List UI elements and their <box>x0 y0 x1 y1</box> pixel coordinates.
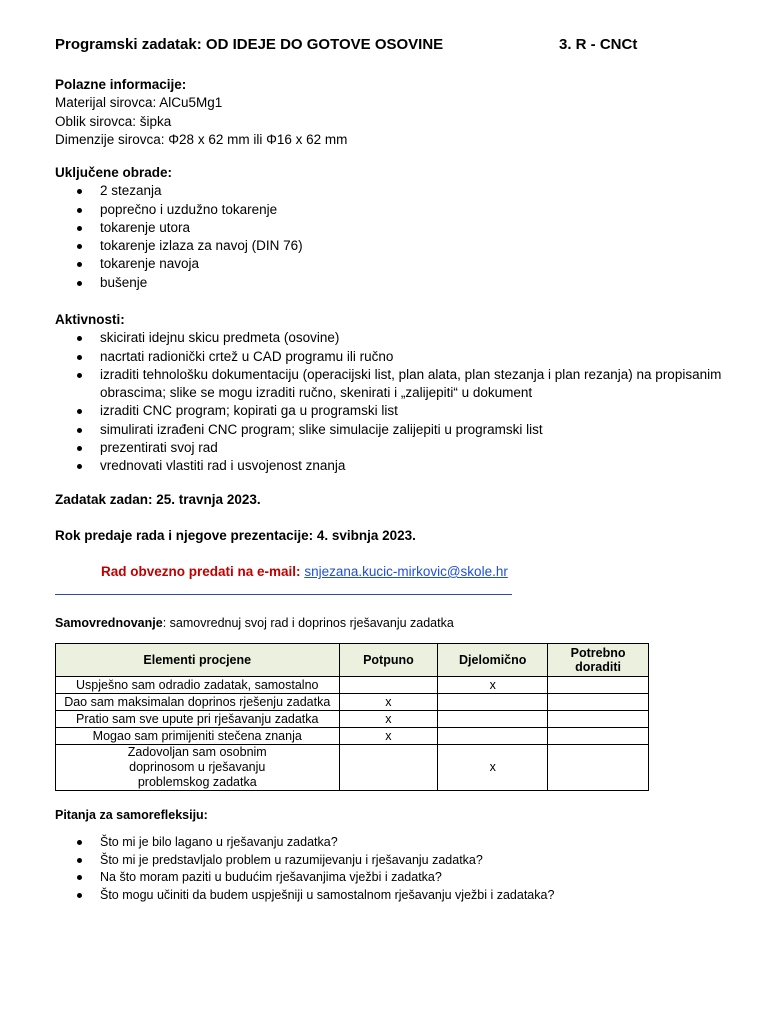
doraditi-cell <box>548 728 649 745</box>
potpuno-cell <box>339 745 438 791</box>
list-item: nacrtati radionički crtež u CAD programu ili ručno <box>55 348 730 366</box>
list-item: izraditi CNC program; kopirati ga u programski list <box>55 402 730 420</box>
doraditi-cell <box>548 711 649 728</box>
starting-info-heading: Polazne informacije: <box>55 77 187 92</box>
potpuno-cell: x <box>339 694 438 711</box>
self-evaluation-intro <box>55 616 454 630</box>
list-item: tokarenje izlaza za navoj (DIN 76) <box>55 237 303 255</box>
operations-list <box>55 182 303 292</box>
bullet-icon <box>77 262 82 267</box>
email-link[interactable]: snjezana.kucic-mirkovic@skole.hr <box>304 564 508 579</box>
djelomicno-cell <box>438 728 548 745</box>
table-row <box>56 677 649 694</box>
column-header-elements: Elementi procjene <box>56 644 340 677</box>
list-item: izraditi tehnološku dokumentaciju (operacijski list, plan alata, plan stezanja i plan rezanja) na propisanim obrascima; slike se mogu izraditi ručno, skenirati i „zalijepiti“ u dokument <box>55 366 730 403</box>
list-item: Što mogu učiniti da budem uspješniji u samostalnom rješavanju vježbi i zadataka? <box>55 887 554 905</box>
evaluation-table <box>55 643 649 791</box>
assigned-date: Zadatak zadan: 25. travnja 2023. <box>55 492 261 507</box>
self-evaluation-text: : samovrednuj svoj rad i doprinos rješavanju zadatka <box>162 616 454 630</box>
element-cell: Zadovoljan sam osobnim doprinosom u rješavanju problemskog zadatka <box>56 745 340 791</box>
table-row <box>56 711 649 728</box>
column-header-potpuno: Potpuno <box>339 644 438 677</box>
bullet-icon <box>77 373 82 378</box>
element-cell: Mogao sam primijeniti stečena znanja <box>56 728 340 745</box>
doraditi-cell <box>548 677 649 694</box>
list-item: tokarenje utora <box>55 219 303 237</box>
djelomicno-cell: x <box>438 677 548 694</box>
bullet-icon <box>77 875 82 880</box>
table-header-row <box>56 644 649 677</box>
list-item: vrednovati vlastiti rad i usvojenost znanja <box>55 457 730 475</box>
reflection-section <box>55 808 554 904</box>
doraditi-cell <box>548 745 649 791</box>
list-item: Što mi je bilo lagano u rješavanju zadatka? <box>55 834 554 852</box>
list-item: 2 stezanja <box>55 182 303 200</box>
activities-heading: Aktivnosti: <box>55 312 125 327</box>
element-cell: Uspješno sam odradio zadatak, samostalno <box>56 677 340 694</box>
column-header-djelomicno: Djelomično <box>438 644 548 677</box>
bullet-icon <box>77 840 82 845</box>
operations-heading: Uključene obrade: <box>55 165 173 180</box>
djelomicno-cell: x <box>438 745 548 791</box>
list-item: simulirati izrađeni CNC program; slike simulacije zalijepiti u programski list <box>55 421 730 439</box>
activities-section <box>55 311 730 476</box>
bullet-icon <box>77 355 82 360</box>
bullet-icon <box>77 189 82 194</box>
divider <box>55 594 512 595</box>
list-item: skicirati idejnu skicu predmeta (osovine) <box>55 329 730 347</box>
shape-line: Oblik sirovca: šipka <box>55 113 172 129</box>
email-notice-label: Rad obvezno predati na e-mail: <box>101 564 301 579</box>
list-item: tokarenje navoja <box>55 255 303 273</box>
list-item: prezentirati svoj rad <box>55 439 730 457</box>
self-evaluation-label: Samovrednovanje <box>55 616 163 630</box>
starting-info-section <box>55 76 347 149</box>
table-row <box>56 728 649 745</box>
bullet-icon <box>77 208 82 213</box>
operations-section <box>55 164 303 292</box>
dimensions-line: Dimenzije sirovca: Φ28 x 62 mm ili Φ16 x 62 mm <box>55 131 348 147</box>
reflection-list <box>55 834 554 904</box>
potpuno-cell: x <box>339 711 438 728</box>
djelomicno-cell <box>438 694 548 711</box>
bullet-icon <box>77 336 82 341</box>
column-header-doraditi: Potrebno doraditi <box>548 644 649 677</box>
bullet-icon <box>77 428 82 433</box>
list-item: poprečno i uzdužno tokarenje <box>55 201 303 219</box>
bullet-icon <box>77 446 82 451</box>
reflection-heading: Pitanja za samorefleksiju: <box>55 808 208 822</box>
list-item: bušenje <box>55 274 303 292</box>
bullet-icon <box>77 226 82 231</box>
material-line: Materijal sirovca: AlCu5Mg1 <box>55 95 223 111</box>
element-cell: Pratio sam sve upute pri rješavanju zadatka <box>56 711 340 728</box>
list-item: Što mi je predstavljalo problem u razumijevanju i rješavanju zadatka? <box>55 852 554 870</box>
document-title <box>55 36 443 53</box>
title-prefix: Programski zadatak: <box>55 36 202 53</box>
bullet-icon <box>77 281 82 286</box>
activities-list <box>55 329 730 475</box>
class-label: 3. R - CNCt <box>559 36 638 53</box>
potpuno-cell: x <box>339 728 438 745</box>
djelomicno-cell <box>438 711 548 728</box>
table-row <box>56 694 649 711</box>
title-text: OD IDEJE DO GOTOVE OSOVINE <box>205 36 444 53</box>
table-row <box>56 745 649 791</box>
list-item: Na što moram paziti u budućim rješavanjima vježbi i zadatka? <box>55 869 554 887</box>
deadline-date: Rok predaje rada i njegove prezentacije: 4. svibnja 2023. <box>55 528 416 543</box>
email-notice <box>101 564 508 579</box>
doraditi-cell <box>548 694 649 711</box>
bullet-icon <box>77 244 82 249</box>
bullet-icon <box>77 464 82 469</box>
bullet-icon <box>77 858 82 863</box>
element-cell: Dao sam maksimalan doprinos rješenju zadatka <box>56 694 340 711</box>
bullet-icon <box>77 893 82 898</box>
potpuno-cell <box>339 677 438 694</box>
bullet-icon <box>77 409 82 414</box>
